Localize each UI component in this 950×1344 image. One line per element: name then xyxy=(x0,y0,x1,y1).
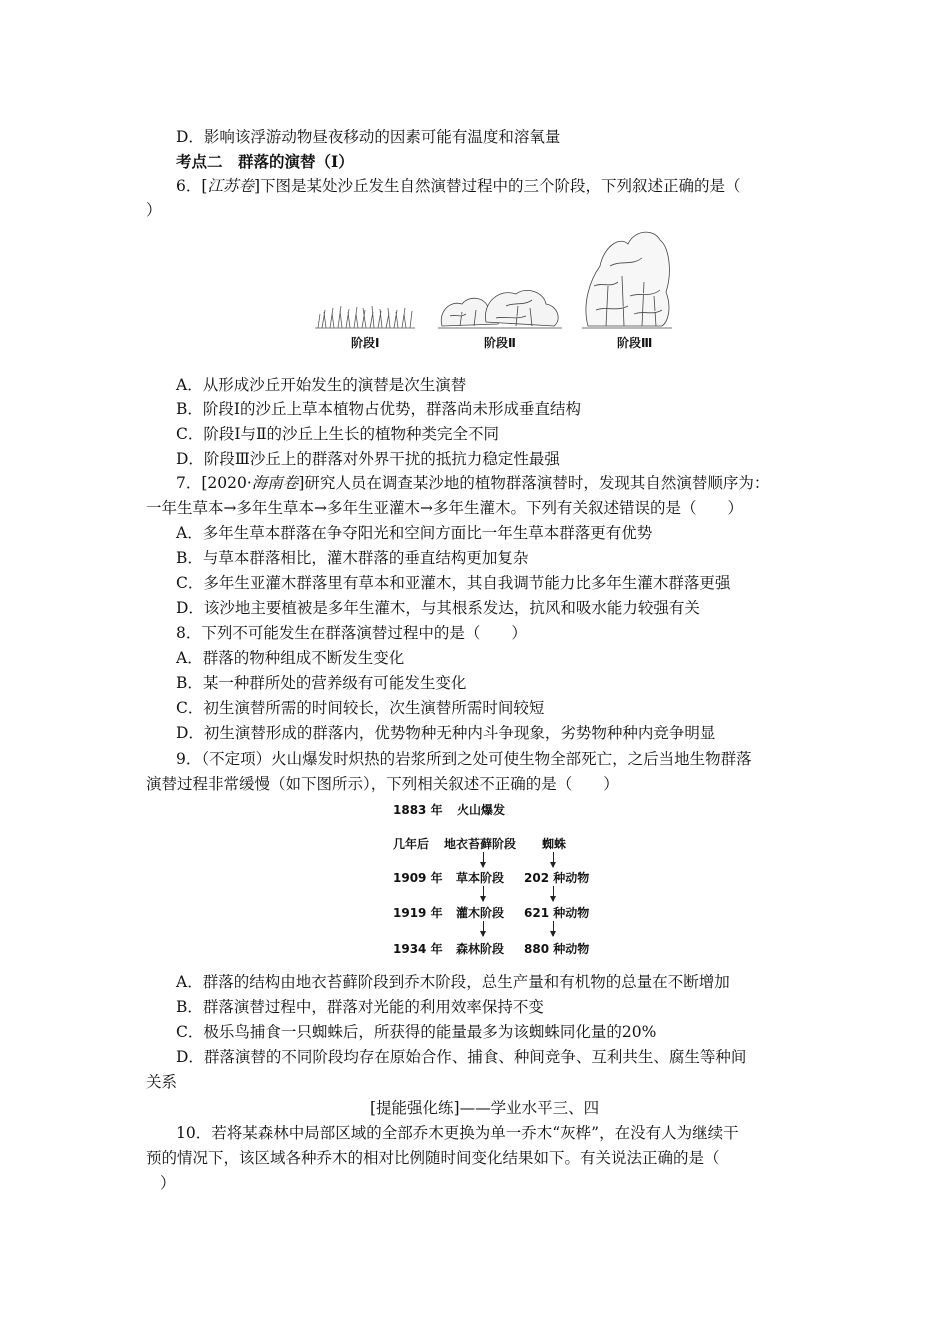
question-10-end: ） xyxy=(160,1174,176,1192)
q9-option-a: A．群落的结构由地衣苔藓阶段到乔木阶段，总生产量和有机物的总量在不断增加 xyxy=(176,973,730,991)
timeline-stage: 灌木阶段 xyxy=(456,906,505,920)
down-arrow-icon xyxy=(553,886,554,901)
question-7-line2: 一年生草本→多年生草本→多年生亚灌木→多年生灌木。下列有关叙述错误的是（ ） xyxy=(146,499,743,517)
timeline-stage: 森林阶段 xyxy=(456,942,505,956)
timeline-animals: 202 种动物 xyxy=(524,871,590,885)
down-arrow-icon xyxy=(483,921,484,936)
question-10: 10．若将某森林中局部区域的全部乔木更换为单一乔木“灰桦”，在没有人为继续干 xyxy=(176,1124,739,1142)
practice-section-heading: [提能强化练]——学业水平三、四 xyxy=(370,1099,600,1117)
timeline-year: 1883 年 xyxy=(393,803,443,817)
timeline-stage: 草本阶段 xyxy=(456,871,505,885)
q5-option-d: D．影响该浮游动物昼夜移动的因素可能有温度和溶氧量 xyxy=(176,128,561,146)
stage-1-label: 阶段Ⅰ xyxy=(351,336,380,350)
question-9: 9．（不定项）火山爆发时炽热的岩浆所到之处可使生物全部死亡，之后当地生物群落 xyxy=(176,750,752,768)
q8-option-b: B．某一种群所处的营养级有可能发生变化 xyxy=(176,674,467,692)
stage-1-grass-illustration xyxy=(315,306,415,328)
q6-option-a: A．从形成沙丘开始发生的演替是次生演替 xyxy=(176,376,467,394)
section-heading: 考点二 群落的演替（Ⅰ） xyxy=(176,152,354,171)
q7-option-d: D．该沙地主要植被是多年生灌木，与其根系发达，抗风和吸水能力较强有关 xyxy=(176,599,700,617)
question-6: 6．[江苏卷]下图是某处沙丘发生自然演替过程中的三个阶段，下列叙述正确的是（ xyxy=(176,177,741,195)
q9-option-c: C．极乐鸟捕食一只蜘蛛后，所获得的能量最多为该蜘蛛同化量的20% xyxy=(176,1023,657,1041)
timeline-year: 1909 年 xyxy=(393,871,443,885)
timeline-animals: 880 种动物 xyxy=(524,942,590,956)
q7-option-c: C．多年生亚灌木群落里有草本和亚灌木，其自我调节能力比多年生灌木群落更强 xyxy=(176,574,731,592)
question-6-end: ） xyxy=(146,201,162,219)
timeline-year: 1934 年 xyxy=(393,942,443,956)
stage-2-label: 阶段Ⅱ xyxy=(484,336,516,350)
down-arrow-icon xyxy=(553,921,554,936)
timeline-animals: 蜘蛛 xyxy=(542,837,567,851)
q7-option-a: A．多年生草本群落在争夺阳光和空间方面比一年生草本群落更有优势 xyxy=(176,524,653,542)
q8-option-c: C．初生演替所需的时间较长，次生演替所需时间较短 xyxy=(176,699,545,717)
question-7: 7．[2020·海南卷]研究人员在调查某沙地的植物群落演替时，发现其自然演替顺序为： xyxy=(176,474,770,492)
q8-option-d: D．初生演替形成的群落内，优势物种无种内斗争现象，劣势物种种内竞争明显 xyxy=(176,724,716,742)
down-arrow-icon xyxy=(553,852,554,867)
down-arrow-icon xyxy=(483,852,484,867)
q9-option-d-line2: 关系 xyxy=(146,1073,178,1091)
timeline-animals: 621 种动物 xyxy=(524,906,590,920)
stage-3-label: 阶段Ⅲ xyxy=(617,336,653,350)
stage-3-forest-illustration xyxy=(582,232,672,328)
question-10-line2: 预的情况下，该区域各种乔木的相对比例随时间变化结果如下。有关说法正确的是（ xyxy=(146,1149,720,1167)
q8-option-a: A．群落的物种组成不断发生变化 xyxy=(176,649,405,667)
down-arrow-icon xyxy=(483,886,484,901)
q6-option-d: D．阶段Ⅲ沙丘上的群落对外界干扰的抵抗力稳定性最强 xyxy=(176,450,560,468)
q9-option-b: B．群落演替过程中，群落对光能的利用效率保持不变 xyxy=(176,998,544,1016)
timeline-stage: 地衣苔藓阶段 xyxy=(444,837,517,851)
timeline-year: 1919 年 xyxy=(393,906,443,920)
q6-option-c: C．阶段Ⅰ与Ⅱ的沙丘上生长的植物种类完全不同 xyxy=(176,425,500,443)
question-8: 8．下列不可能发生在群落演替过程中的是（ ） xyxy=(176,624,527,642)
q9-option-d: D．群落演替的不同阶段均存在原始合作、捕食、种间竞争、互利共生、腐生等种间 xyxy=(176,1048,747,1066)
question-9-line2: 演替过程非常缓慢（如下图所示），下列相关叙述不正确的是（ ） xyxy=(146,775,619,793)
timeline-event: 火山爆发 xyxy=(457,803,506,817)
timeline-year: 几年后 xyxy=(393,837,430,851)
q7-option-b: B．与草本群落相比，灌木群落的垂直结构更加复杂 xyxy=(176,549,529,567)
q6-option-b: B．阶段Ⅰ的沙丘上草本植物占优势，群落尚未形成垂直结构 xyxy=(176,400,582,418)
stage-2-shrub-illustration xyxy=(438,290,562,328)
